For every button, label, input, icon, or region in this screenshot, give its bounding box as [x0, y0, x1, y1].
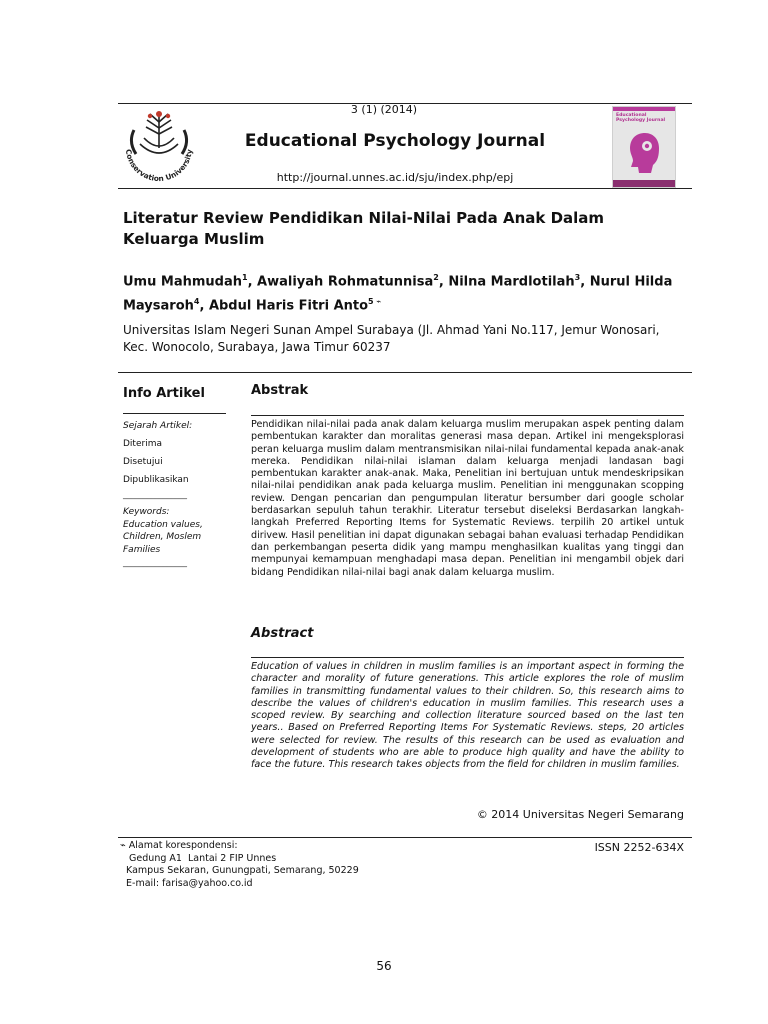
author-separator: ,	[438, 274, 449, 290]
article-title: Literatur Review Pendidikan Nilai-Nilai Pada Anak Dalam Keluarga Muslim	[123, 209, 605, 248]
info-heading: Info Artikel	[123, 386, 205, 401]
cover-bottom-band	[613, 180, 675, 187]
author-name: Nurul Hilda Maysaroh	[123, 274, 673, 314]
header-bottom-rule	[118, 188, 692, 189]
keywords-label: Keywords:	[123, 507, 170, 517]
correspondence-address: ⌁ Alamat korespondensi: Gedung A1 Lantai 2 FIP Unnes Kampus Sekaran, Gunungpati, Semarang, 50229 E-mail: farisa@yahoo.co.id	[120, 840, 359, 889]
issue-number: 3 (1) (2014)	[350, 103, 418, 116]
keywords-separator: ________________	[123, 558, 187, 567]
page-number: 56	[376, 959, 392, 973]
abstrak-body: Pendidikan nilai-nilai pada anak dalam keluarga muslim merupakan aspek penting dalam pembentukan karakter dan moralitas generasi masa depan. Artikel ini mengeksplorasi peran keluarga muslim dalam mentransmisikan nilai-nilai fundamental kepada anak-anak mereka. Pendidikan nilai-nilai islaman dalam keluarga menjadi landasan bagi pembentukan karakter anak-anak. Maka, Penelitian ini bertujuan untuk mendeskripsikan nilai-nilai pendidikan anak pada keluarga muslim. Penelitian ini menggunakan scopping review. Dengan pencarian dan pengumpulan literatur bersumber dari google scholar berdasarkan sepuluh tahun terakhir. Literatur tersebut diseleksi Berdasarkan langkah-langkah Preferred Reporting Items for Systematic Reviews. terpilih 20 artikel untuk dirivew. Hasil penelitian ini dapat digunakan sebagai bahan evaluasi terhadap Pendidikan dan perkembangan peserta didik yang mampu menghasilkan kualitas yang tinggi dan mempunyai kemampuan menghadapi masa depan. Penelitian ini mengambil objek dari bidang Pendidikan nilai-nilai bagi anak dalam keluarga muslim.	[251, 419, 684, 578]
logo-text: Conservation University	[123, 148, 195, 184]
affiliation: Universitas Islam Negeri Sunan Ampel Surabaya (Jl. Ahmad Yani No.117, Jemur Wonosari, Kec. Wonocolo, Surabaya, Jawa Timur 60237	[123, 323, 660, 354]
author-name: Nilna Mardlotilah	[448, 274, 575, 290]
keywords-block	[123, 506, 233, 556]
head-silhouette-icon	[627, 131, 661, 175]
history-label: Sejarah Artikel:	[123, 421, 193, 431]
author-affiliation-mark: 4	[193, 297, 200, 307]
approved-label: Disetujui	[123, 457, 163, 467]
abstrak-heading: Abstrak	[251, 383, 309, 398]
author-affiliation-mark: 3	[574, 273, 581, 282]
footer-rule	[118, 837, 692, 838]
author-separator: ,	[199, 298, 209, 314]
abstract-heading: Abstract	[251, 626, 314, 641]
university-logo	[120, 108, 198, 184]
keywords-values: Education values, Children, Moslem Families	[123, 519, 203, 555]
author-affiliation-mark: 1	[241, 273, 248, 282]
journal-title: Educational Psychology Journal	[244, 131, 546, 151]
abstract-body: Education of values in children in muslim families is an important aspect in forming the character and morality of future generations. This article explores the role of muslim families in transmitting fundamental values to their children. So, this research aims to describe the values of children's education in muslim families. This research uses a scoped review. By searching and collection literature sourced based on the last ten years.. Based on Preferred Reporting Items For Systematic Reviews. steps, 20 articles were selected for review. The results of this research can be used as evaluation and development of students who are able to produce high quality and have the ability to face the future. This research takes objects from the field for children in muslim families.	[251, 661, 684, 771]
author-name: Awaliyah Rohmatunnisa	[257, 274, 434, 290]
author-name: Umu Mahmudah	[123, 274, 242, 290]
copyright: © 2014 Universitas Negeri Semarang	[476, 808, 684, 821]
issn: ISSN 2252-634X	[594, 841, 684, 854]
author-list	[123, 268, 683, 317]
abstrak-rule	[251, 415, 684, 416]
abstract-rule	[251, 657, 684, 658]
journal-url[interactable]: http://journal.unnes.ac.id/sju/index.php/epj	[276, 171, 514, 184]
author-affiliation-mark: 2	[433, 273, 439, 282]
info-rule	[123, 413, 226, 414]
published-label: Dipublikasikan	[123, 475, 189, 485]
author-affiliation-mark: 5 ⌁	[368, 297, 382, 307]
author-name: Abdul Haris Fitri Anto	[208, 298, 369, 314]
received-label: Diterima	[123, 439, 162, 449]
cover-title: Educational Psychology Journal	[616, 113, 666, 123]
author-separator: ,	[580, 274, 590, 290]
author-separator: ,	[247, 274, 258, 290]
info-separator: ________________	[123, 490, 187, 499]
section-divider	[118, 372, 692, 373]
journal-cover-thumbnail	[612, 106, 676, 188]
cover-top-band	[613, 107, 675, 111]
